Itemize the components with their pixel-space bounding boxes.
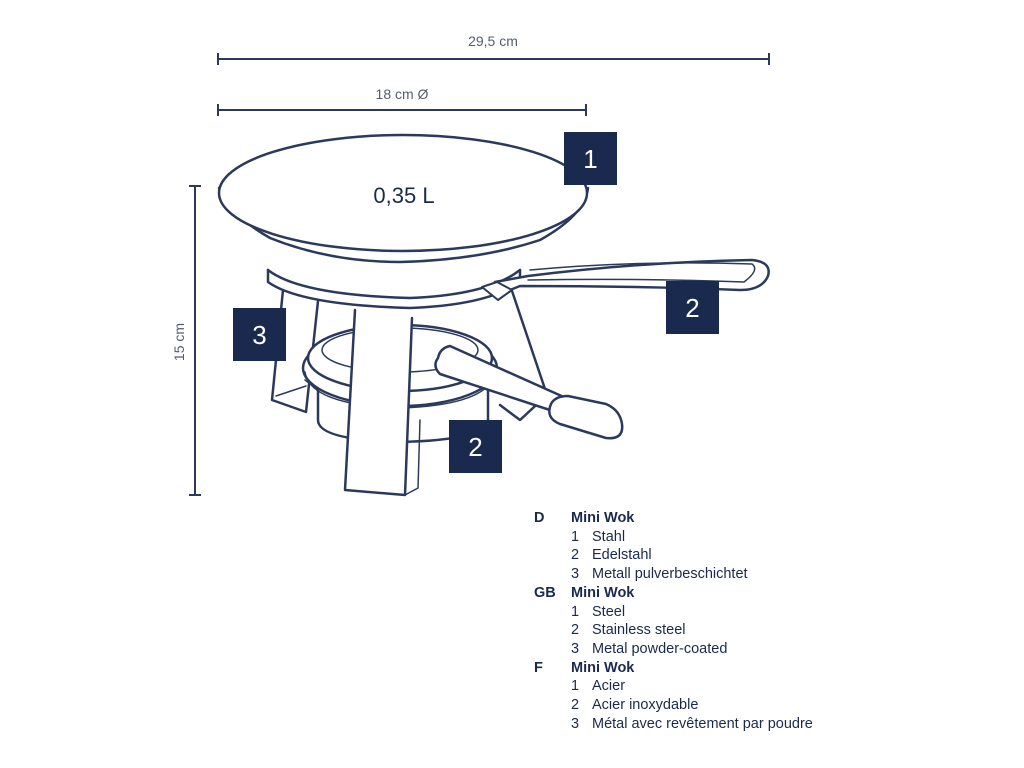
diameter-label: 18 cm Ø [375,86,429,102]
wok-handle [495,260,769,294]
legend-block-d [534,509,914,584]
language-code: GB [534,584,556,601]
legend-title: Mini Wok [571,659,635,676]
burner-handle-grip [549,396,622,438]
legend-item: 1 Stahl [571,528,626,545]
height-label: 15 cm [171,322,187,362]
callout-2-handle [666,281,719,334]
language-code: D [534,510,545,526]
legend-item: 1 Steel [571,603,626,620]
legend-title: Mini Wok [571,510,635,526]
legend-title: Mini Wok [571,584,635,601]
dimension-diameter [218,86,586,116]
legend-item: 3 Metal powder-coated [571,640,728,657]
callout-3-label: 3 [252,320,267,350]
legend-block-gb [534,584,914,659]
legend-item: 2 Edelstahl [571,547,652,564]
callout-3 [233,308,286,361]
legend-block-f [534,659,914,734]
callout-1 [564,132,617,185]
callout-2-handle-label: 2 [685,293,700,323]
callout-2-burner-label: 2 [468,432,483,462]
dimension-total-width [218,33,769,65]
materials-legend [534,509,914,733]
callout-1-label: 1 [583,144,598,174]
legend-item: 3 Métal avec revêtement par poudre [571,715,813,732]
legend-item: 2 Acier inoxydable [571,697,699,714]
language-code: F [534,659,543,676]
legend-item: 1 Acier [571,678,626,695]
legend-item: 2 Stainless steel [571,622,686,639]
total-width-label: 29,5 cm [468,33,518,49]
stand-leg-front [345,310,412,495]
legend-item: 3 Metall pulverbeschichtet [571,566,748,583]
callout-2-burner [449,420,502,473]
dimension-height [171,186,201,495]
volume-label: 0,35 L [373,183,435,208]
